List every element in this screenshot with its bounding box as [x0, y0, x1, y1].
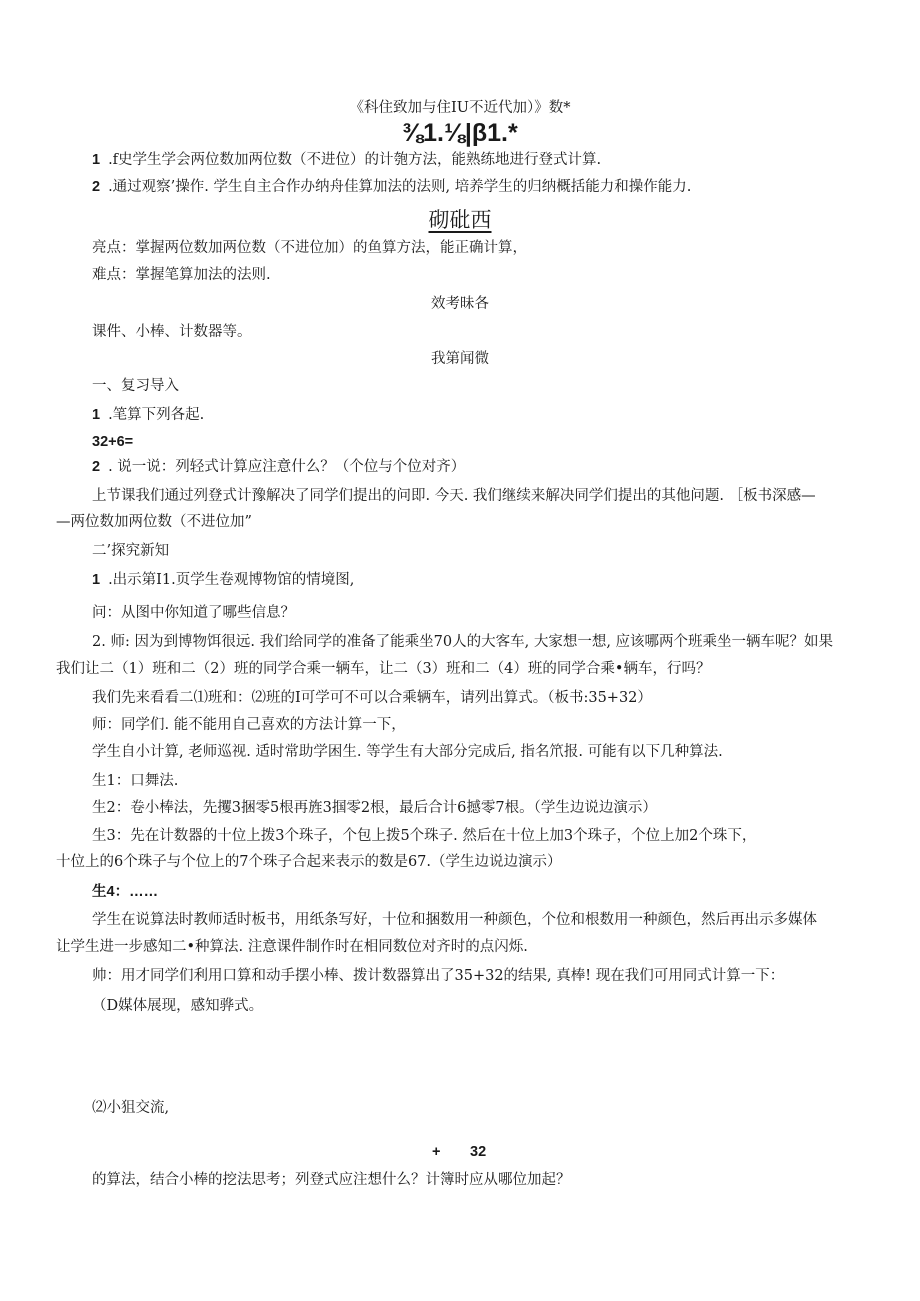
part-1-calculation: 32+6= — [92, 434, 134, 450]
teacher-praise: 帅：用才同学们利用口算和动手摆小棒、拨计数器算出了35+32的结果, 真棒! 现在我们可用同式计算一下： — [92, 968, 785, 984]
part-1-item-2-text: . 说一说：列轻式计算应注意什么？（个位与个位对齐） — [108, 459, 466, 475]
part-1-item-1-number: 1 — [92, 407, 101, 423]
part-2-line-see: 我们先来看看二⑴班和：⑵班的I可学可不可以合乘辆车，请列出算式。（板书:35+32） — [92, 690, 652, 706]
part-1-paragraph-line-2: —两位数加两位数（不进位加” — [56, 514, 252, 530]
part-2-item-1-number: 1 — [92, 572, 101, 588]
objective-2-text: .通过观察’操作. 学生自主合作办纳舟佳算加法的法则, 培养学生的归纳概括能力和操作能力. — [108, 179, 692, 195]
section-heading-keypoints: 砌砒西 — [428, 208, 492, 232]
part-2-item-1-text: .出示第I1.页学生卷观博物馆的情境图, — [108, 572, 355, 588]
student-3-method-line-1: 生3：先在计数器的十位上拨3个珠子，个包上拨5个珠子. 然后在十位上加3个珠子，个位上加2个珠下， — [92, 828, 757, 844]
section-heading-process: 我第闻微 — [431, 351, 489, 367]
final-question: 的算法，结合小棒的挖法思考；列登式应注想什么？计簿时应从哪位加起？ — [92, 1172, 571, 1188]
part-2-item-2-line-1: 2. 师: 因为到博物饵很远. 我们给同学的准备了能乘坐70人的大客车, 大家想一想, 应该哪两个班乘坐一辆车呢？如果 — [92, 634, 834, 650]
part-2-heading: 二’探究新知 — [92, 543, 170, 559]
student-2-method: 生2：卷小棒法，先攫3捆零5根再旌3掴零2根，最后合计6撼零7根。（学生边说边演示） — [92, 800, 657, 816]
difficult-point: 难点：掌握笔算加法的法则. — [92, 267, 271, 283]
part-1-item-2 — [92, 457, 465, 477]
objective-2-number: 2 — [92, 179, 101, 195]
lesson-subtitle: ⅜1.⅛|β1.* — [402, 119, 518, 147]
part-2-line-teacher: 师：同学们. 能不能用自己喜欢的方法计算一下， — [92, 717, 406, 733]
part-1-paragraph-line-1: 上节课我们通过列登式计豫解决了同学们提出的问即. 今天. 我们继续来解决同学们提出的其他问题. ［板书深感— — [92, 488, 816, 504]
part-1-item-1 — [92, 405, 204, 425]
student-3-method-line-2: 十位上的6个珠子与个位上的7个珠子合起来表示的数是67.（学生边说边演示） — [56, 854, 562, 870]
section-heading-prep: 效考昧各 — [431, 296, 489, 312]
part-2-item-1 — [92, 570, 354, 590]
board-note-line-1: 学生在说算法时教师适时板书，用纸条写好，十位和捆数用一种颜色，个位和根数用一种颜色，然后再出示多媒体 — [92, 912, 817, 928]
student-1-method: 生1：口舞法. — [92, 773, 179, 789]
part-1-heading: 一、复习导入 — [92, 378, 179, 394]
part-2-item-2-line-2: 我们让二（1）班和二（2）班的同学合乘一辆车，让二（3）班和二（4）班的同学合乘•辆车，行吗？ — [56, 661, 711, 677]
board-note-line-2: 让学生进一步感知二•种算法. 注意课件制作时在相同数位对齐时的点闪烁. — [56, 939, 528, 955]
lesson-title: 《科住致加与住IU不近代加）》数* — [349, 100, 571, 116]
part-2-line-students: 学生自小计算, 老师巡视. 适时常助学困生. 等学生有大部分完成后, 指名笊报. 可能有以下几种算法. — [92, 744, 723, 760]
objective-1 — [92, 150, 601, 170]
part-1-item-2-number: 2 — [92, 459, 101, 475]
key-point: 亮点：掌握两位数加两位数（不进位加）的鱼算方法，能正确计算， — [92, 240, 527, 256]
media-display: （D媒体展现，感知骅式。 — [92, 998, 264, 1014]
student-4-method: 生4：…… — [92, 884, 159, 900]
part-2-question: 问：从图中你知道了哪些信息？ — [92, 605, 295, 621]
objective-2 — [92, 177, 691, 197]
vertical-addend: 32 — [470, 1144, 487, 1160]
objective-1-number: 1 — [92, 152, 101, 168]
group-discussion: ⑵小狙交流, — [92, 1100, 170, 1116]
objective-1-text: .f史学生学会两位数加两位数（不进位）的计匏方法，能熟练地进行登式计算. — [108, 152, 602, 168]
prep-text: 课件、小棒、计数器等。 — [92, 324, 252, 340]
vertical-operator: + — [432, 1144, 441, 1160]
part-1-item-1-text: .笔算下列各起. — [108, 407, 205, 423]
